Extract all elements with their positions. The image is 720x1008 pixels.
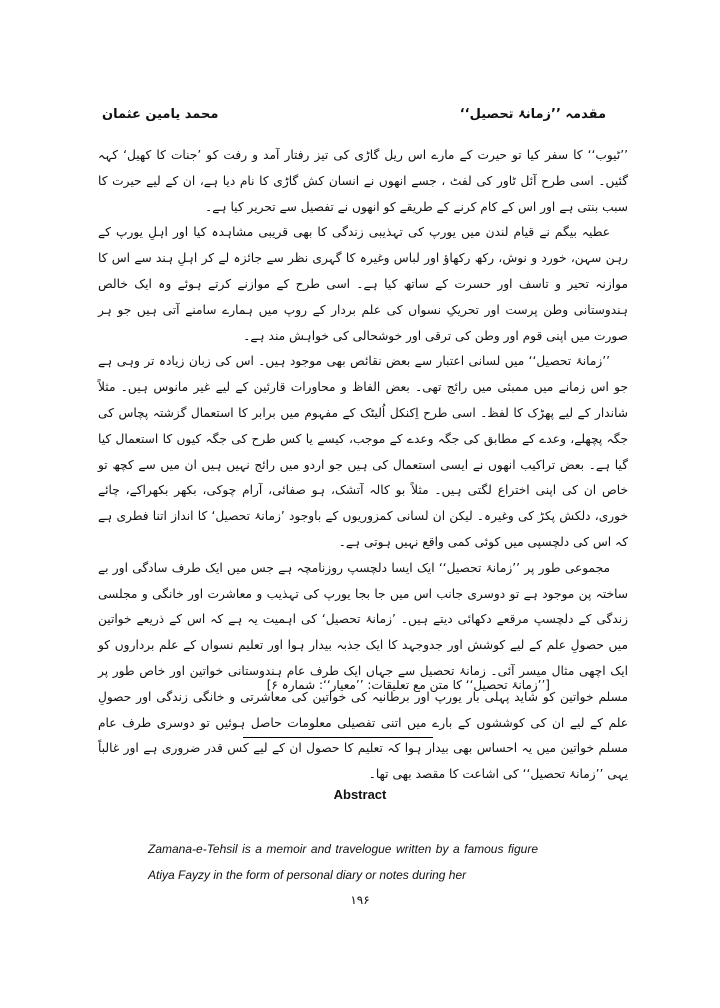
page-number: ۱۹۶ bbox=[350, 893, 370, 907]
running-header-title: مقدمہ ’’زمانۂ تحصیل‘‘ bbox=[459, 107, 606, 122]
paragraph-4: مجموعی طور پر ’’زمانۂ تحصیل‘‘ ایک ایسا دلچسپ روزنامچہ ہے جس میں ایک طرف سادگی اور بے ساختہ پن موجود ہے تو دوسری جانب اس میں جا بجا یورپ کی تہذیب و معاشرت اور خانگی و مجلسی زندگی کے دلچسپ مرقعے دکھائی دیتے ہیں۔ ’زمانۂ تحصیل‘ کی اہمیت یہ ہے کہ اس کے ذریعے خواتین میں حصولِ علم کے لیے کوشش اور جدوجہد کا ایک جذبہ بیدار ہوا اور تعلیم نسواں کے علم برداروں کو ایک اچھی مثال میسر آئی۔ زمانۂ تحصیل سے جہاں ایک طرف عام ہندوستانی خواتین اور خاص طور پر مسلم خواتین کو شاید پہلی بار یورپ اور برطانیہ کی خواتین کی معاشرتی و خانگی زندگی اور حصولِ علم کے لیے ان کی کوششوں کے بارے میں اتنی تفصیلی معلومات حاصل ہوئیں تو دوسری طرف عام مسلم خواتین میں یہ احساس بھی بیدار ہوا کہ تعلیم کا حصول ان کے لیے کس قدر ضروری ہے اور غالباً یہی ’’زمانۂ تحصیل‘‘ کی اشاعت کا مقصد بھی تھا۔ bbox=[98, 560, 628, 782]
paragraph-1: ’’ٹیوب‘‘ کا سفر کیا تو حیرت کے مارے اس ریل گاڑی کی تیز رفتار آمد و رفت کو ’جنات کا کھیل‘ کہہ گئیں۔ اسی طرح آئل ٹاور کی لفٹ ، جسے انھوں نے انسان کش گاڑی کا نام دیا ہے، ان کے لیے حیرت کا سبب بنتی ہے اور اس کے کام کرنے کے طریقے کو انھوں نے تفصیل سے تحریر کیا ہے۔ bbox=[98, 148, 628, 214]
section-divider bbox=[243, 737, 433, 738]
abstract-text: Zamana-e-Tehsil is a memoir and travelogue written by a famous figure Atiya Fayzy in the form of personal diary or notes during her bbox=[148, 842, 538, 882]
running-header-author: محمد یامین عثمان bbox=[102, 107, 219, 122]
paragraph-3: ’’زمانۂ تحصیل‘‘ میں لسانی اعتبار سے بعض نقائص بھی موجود ہیں۔ اس کی زبان زیادہ تر وہی ہے جو اس زمانے میں ممبئی میں رائج تھی۔ بعض الفاظ و محاورات قارئین کے لیے غیر مانوس ہیں۔ مثلاً شاندار کے لیے پھڑک کا لفظ۔ اسی طرح اِکنکل اُلیٹک کے مفہوم میں برابر کا استعمال گزشتہ پچاس کی جگہ پچھلے، وعدے کے مطابق کی جگہ وعدے کے موجب، کیسے یا کس طرح کی جگہ کیوں کا استعمال کیا گیا ہے۔ بعض تراکیب انھوں نے ایسی استعمال کی ہیں جو اردو میں رائج نہیں ہیں ان میں سے کچھ تو خاص ان کی اپنی اختراع لگتی ہیں۔ مثلاً بو کالہ آتشک، ہو صفائی، آرام چوکی، بکھر بکھراکے، چائے خوری، دلکش پکڑ کی وغیرہ۔ لیکن ان لسانی کمزوریوں کے باوجود ’زمانۂ تحصیل‘ کا انداز اتنا فطری ہے کہ اس کی دلچسپی میں کوئی کمی واقع نہیں ہوتی ہے۔ bbox=[98, 354, 628, 549]
abstract-heading: Abstract bbox=[333, 787, 387, 802]
paragraph-2: عطیہ بیگم نے قیام لندن میں یورپ کی تہذیبی زندگی کا بھی قریبی مشاہدہ کیا اور اہلِ یورپ کے رہن سہن، خورد و نوش، رکھ رکھاؤ اور لباس وغیرہ کا گہری نظر سے جائزہ لے کر اہلِ ہند سے اس کا موازنہ تحیر و تاسف اور حسرت کے ساتھ کیا ہے۔ اسی طرح کے موازنے کرتے ہوئے وہ ایک خالص ہندوستانی وطن پرست اور تحریکِ نسواں کی علم بردار کے روپ میں ہمارے سامنے آتی ہیں جو ہر صورت میں اپنی قوم اور وطن کی ترقی اور خوشحالی کی خواہش مند ہے۔ bbox=[98, 225, 628, 343]
citation: [’’زمانۂ تحصیل‘‘ کا متن مع تعلیقات: ’’معیار‘‘: شمارہ ۶] bbox=[266, 678, 550, 692]
